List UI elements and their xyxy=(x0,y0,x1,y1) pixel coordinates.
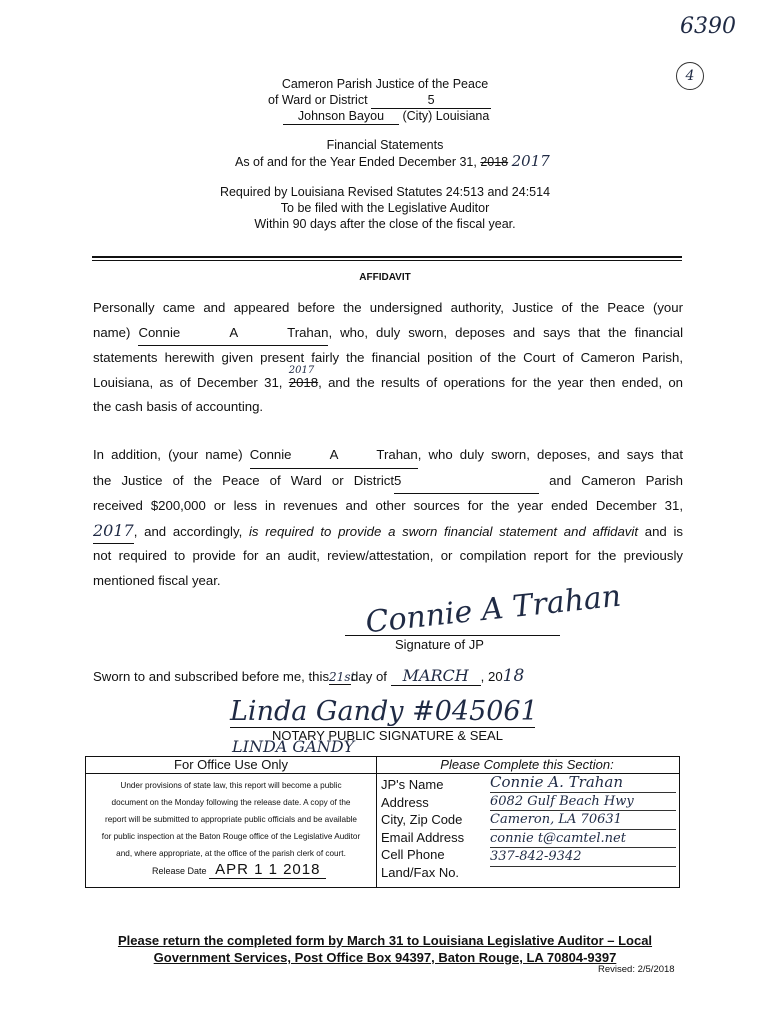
requirement-line2: To be filed with the Legislative Auditor xyxy=(280,201,490,215)
year-line: As of and for the Year Ended December 31, 2018 2017 xyxy=(235,152,550,170)
affidavit-paragraph-1: Personally came and appeared before the undersigned authority, Justice of the Peace (your name) Connie A Trahan, who, duly sworn, deposes and says that the financial statements herewith given present fairly the financial position of the Court of Cameron Parish, Louisiana, as of December 31, 2018 2017 , and the results of operations for the year then ended, on the cash basis of accounting. xyxy=(93,300,684,414)
label-cell-phone: Cell Phone xyxy=(381,847,445,862)
sworn-day: 21st xyxy=(329,670,356,684)
circled-page-number: 4 xyxy=(676,62,704,90)
label-email: Email Address xyxy=(381,829,465,845)
label-jp-name: JP's Name xyxy=(381,777,444,792)
value-email: connie t@camtel.net xyxy=(490,830,676,849)
signature-label: Signature of JP xyxy=(395,637,484,652)
header-city-line: Johnson Bayou (City) Louisiana xyxy=(283,108,489,125)
office-use-box xyxy=(85,756,377,888)
label-city-zip: City, Zip Code xyxy=(381,812,463,827)
notary-printed-name: LINDA GANDY xyxy=(232,737,355,756)
sworn-month: MARCH xyxy=(391,666,481,686)
office-use-text: Under provisions of state law, this report will become a public document on the Monday following the release date. A copy of the report will be submitted to appropriate public officials and be available for public inspection at the Baton Rouge office of the Legislative Auditor and, where appropriate, at the office of the parish clerk of court. xyxy=(101,781,361,858)
ward-field: 5 xyxy=(394,469,539,495)
signature-line xyxy=(345,635,560,636)
city-value: Johnson Bayou xyxy=(283,108,399,125)
complete-labels xyxy=(381,776,464,881)
complete-section-box xyxy=(375,756,680,888)
complete-values xyxy=(490,774,676,867)
requirement-line3: Within 90 days after the close of the fiscal year. xyxy=(254,217,516,231)
value-address: 6082 Gulf Beach Hwy xyxy=(490,793,676,812)
label-address: Address xyxy=(381,794,429,810)
jp-name-field: Connie A Trahan xyxy=(250,443,418,469)
affidavit-title: AFFIDAVIT xyxy=(359,272,411,283)
ward-value: 5 xyxy=(371,92,491,109)
value-cell-phone: 337-842-9342 xyxy=(490,848,676,867)
revised-date: Revised: 2/5/2018 xyxy=(598,964,675,975)
file-number: 6390 xyxy=(680,14,736,39)
notary-label: NOTARY PUBLIC SIGNATURE & SEAL xyxy=(272,728,503,743)
struck-year: 2018 xyxy=(288,374,319,390)
label-land-fax: Land/Fax No. xyxy=(381,864,460,880)
sworn-line: Sworn to and subscribed before me, this21stday of MARCH , 2018 xyxy=(93,666,525,686)
divider-thin xyxy=(92,260,682,261)
requirement-line1: Required by Louisiana Revised Statutes 24:513 and 24:514 xyxy=(219,185,551,199)
fs-title: Financial Statements xyxy=(326,138,444,152)
release-date-stamp: APR 1 1 2018 xyxy=(209,861,326,879)
jp-name-field: Connie A Trahan xyxy=(138,321,328,347)
affidavit-paragraph-2: In addition, (your name) Connie A Trahan, who duly sworn, deposes, and says that the Justice of the Peace of Ward or District5 and Cameron Parish received $200,000 or less in revenues and other sources for the year ended December 31, 2017, and accordingly, is required to provide a sworn financial statement and affidavit and is not required to provide for an audit, review/attestation, or compilation report for the previously mentioned fiscal year. xyxy=(93,443,683,593)
jp-signature: Connie A Trahan xyxy=(363,578,623,641)
written-year: 2017 xyxy=(511,152,550,170)
written-year: 2017 xyxy=(288,364,315,376)
header-line1: Cameron Parish Justice of the Peace xyxy=(281,77,489,91)
written-year: 2017 xyxy=(93,519,134,545)
complete-section-title: Please Complete this Section: xyxy=(375,757,679,774)
divider-thick xyxy=(92,256,682,258)
sworn-year: 18 xyxy=(502,666,525,686)
header-ward-line: of Ward or District 5 xyxy=(268,92,491,109)
office-use-title: For Office Use Only xyxy=(86,757,376,774)
footer-instructions: Please return the completed form by March 31 to Louisiana Legislative Auditor – Local Government Services, Post Office Box 94397, Baton Rouge, LA 70804-9397 xyxy=(117,933,653,965)
value-city-zip: Cameron, LA 70631 xyxy=(490,811,676,830)
value-jp-name: Connie A. Trahan xyxy=(490,774,676,793)
release-date: Release Date APR 1 1 2018 xyxy=(152,861,326,878)
notary-signature: Linda Gandy #045061 xyxy=(230,696,538,727)
struck-year: 2018 xyxy=(480,155,509,169)
